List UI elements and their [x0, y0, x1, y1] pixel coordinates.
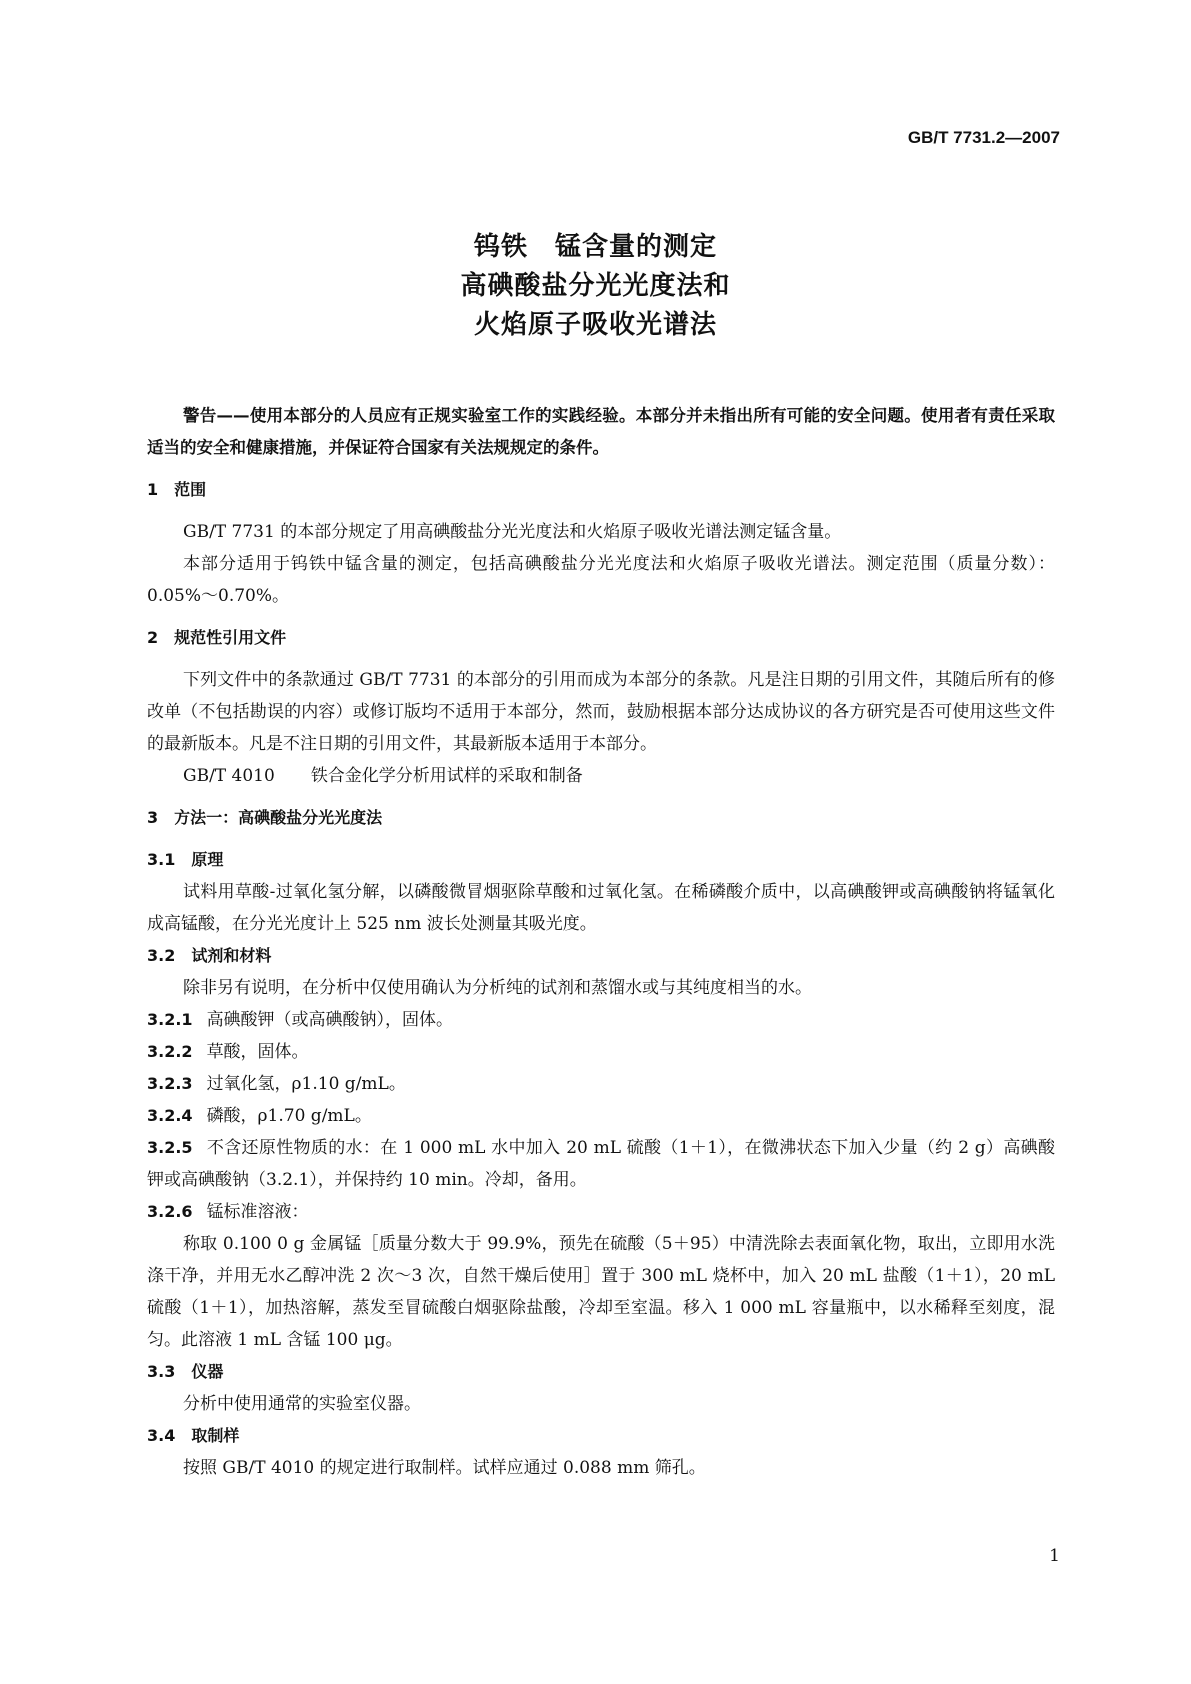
- title-line-1: 钨铁 锰含量的测定: [473, 232, 717, 262]
- subsection-heading-3-4: [147, 1420, 1055, 1452]
- clause-3-2-6: [147, 1196, 1055, 1228]
- paragraph: GB/T 7731 的本部分规定了用高碘酸盐分光光度法和火焰原子吸收光谱法测定锰含量。: [183, 522, 842, 542]
- clause-3-2-3: [147, 1068, 1055, 1100]
- section-title: 规范性引用文件: [174, 628, 287, 647]
- subsection-heading-3-1: [147, 844, 1055, 876]
- clause-text: 草酸，固体。: [206, 1042, 309, 1062]
- section-title: 方法一：高碘酸盐分光光度法: [174, 808, 383, 827]
- clause-text: 过氧化氢，ρ1.10 g/mL。: [206, 1074, 406, 1094]
- normative-reference: [147, 760, 1055, 792]
- section-number: 2: [147, 628, 159, 647]
- subsection-heading-3-2: [147, 940, 1055, 972]
- subsection-title: 原理: [191, 850, 224, 869]
- page-number: 1: [1049, 1546, 1060, 1566]
- reference-title: 铁合金化学分析用试样的采取和制备: [310, 766, 583, 786]
- paragraph: 称取 0.100 0 g 金属锰［质量分数大于 99.9%，预先在硫酸（5＋95）中清洗除去表面氧化物，取出，立即用水洗涤干净，并用无水乙醇冲洗 2 次～3 次，自然干燥后使用］置于 300 mL 烧杯中，加入 20 mL 盐酸（1＋1），20 mL 硫酸（1＋1），加热溶解，蒸发至冒硫酸白烟驱除盐酸，冷却至室温。移入 1 000 mL 容量瓶中，以水稀释至刻度，混匀。此溶液 1 mL 含锰 100 μg。: [147, 1234, 1055, 1350]
- section-heading-1: [147, 474, 1055, 506]
- clause-text: 锰标准溶液：: [206, 1202, 309, 1222]
- clause-number: 3.2.1: [147, 1010, 193, 1029]
- section-heading-2: [147, 622, 1055, 654]
- paragraph: 下列文件中的条款通过 GB/T 7731 的本部分的引用而成为本部分的条款。凡是注日期的引用文件，其随后所有的修改单（不包括勘误的内容）或修订版均不适用于本部分，然而，鼓励根据本部分达成协议的各方研究是否可使用这些文件的最新版本。凡是不注日期的引用文件，其最新版本适用于本部分。: [147, 670, 1055, 754]
- section-heading-3: [147, 802, 1055, 834]
- clause-3-2-2: [147, 1036, 1055, 1068]
- section-number: 3: [147, 808, 159, 827]
- subsection-number: 3.4: [147, 1426, 176, 1445]
- clause-number: 3.2.4: [147, 1106, 193, 1125]
- clause-3-2-4: [147, 1100, 1055, 1132]
- section-number: 1: [147, 480, 159, 499]
- paragraph: 试料用草酸-过氧化氢分解，以磷酸微冒烟驱除草酸和过氧化氢。在稀磷酸介质中，以高碘酸钾或高碘酸钠将锰氧化成高锰酸，在分光光度计上 525 nm 波长处测量其吸光度。: [147, 882, 1055, 934]
- clause-text: 不含还原性物质的水：在 1 000 mL 水中加入 20 mL 硫酸（1＋1），在微沸状态下加入少量（约 2 g）高碘酸钾或高碘酸钠（3.2.1），并保持约 10 min。冷却，备用。: [147, 1138, 1055, 1190]
- clause-number: 3.2.6: [147, 1202, 193, 1221]
- subsection-number: 3.2: [147, 946, 176, 965]
- section-title: 范围: [174, 480, 207, 499]
- subsection-title: 试剂和材料: [191, 946, 272, 965]
- subsection-title: 仪器: [191, 1362, 224, 1381]
- subsection-number: 3.3: [147, 1362, 176, 1381]
- title-line-2: 高碘酸盐分光光度法和: [460, 271, 731, 301]
- reference-code: GB/T 4010: [183, 766, 275, 786]
- paragraph: 按照 GB/T 4010 的规定进行取制样。试样应通过 0.088 mm 筛孔。: [183, 1458, 706, 1478]
- clause-number: 3.2.2: [147, 1042, 193, 1061]
- clause-text: 高碘酸钾（或高碘酸钠），固体。: [206, 1010, 454, 1030]
- subsection-title: 取制样: [191, 1426, 240, 1445]
- paragraph: 本部分适用于钨铁中锰含量的测定，包括高碘酸盐分光光度法和火焰原子吸收光谱法。测定范围（质量分数）：0.05%～0.70%。: [147, 554, 1055, 606]
- clause-number: 3.2.5: [147, 1138, 193, 1157]
- clause-text: 磷酸，ρ1.70 g/mL。: [206, 1106, 372, 1126]
- safety-warning: 警告——使用本部分的人员应有正规实验室工作的实践经验。本部分并未指出所有可能的安全问题。使用者有责任采取适当的安全和健康措施，并保证符合国家有关法规规定的条件。: [147, 406, 1055, 457]
- title-line-3: 火焰原子吸收光谱法: [473, 310, 717, 340]
- paragraph: 除非另有说明，在分析中仅使用确认为分析纯的试剂和蒸馏水或与其纯度相当的水。: [183, 978, 812, 998]
- clause-number: 3.2.3: [147, 1074, 193, 1093]
- document-body: [147, 400, 1055, 1484]
- paragraph: 分析中使用通常的实验室仪器。: [183, 1394, 421, 1414]
- clause-3-2-1: [147, 1004, 1055, 1036]
- subsection-number: 3.1: [147, 850, 176, 869]
- subsection-heading-3-3: [147, 1356, 1055, 1388]
- clause-3-2-5: [147, 1132, 1055, 1196]
- standard-code: GB/T 7731.2—2007: [907, 128, 1060, 147]
- document-title: [0, 228, 1191, 345]
